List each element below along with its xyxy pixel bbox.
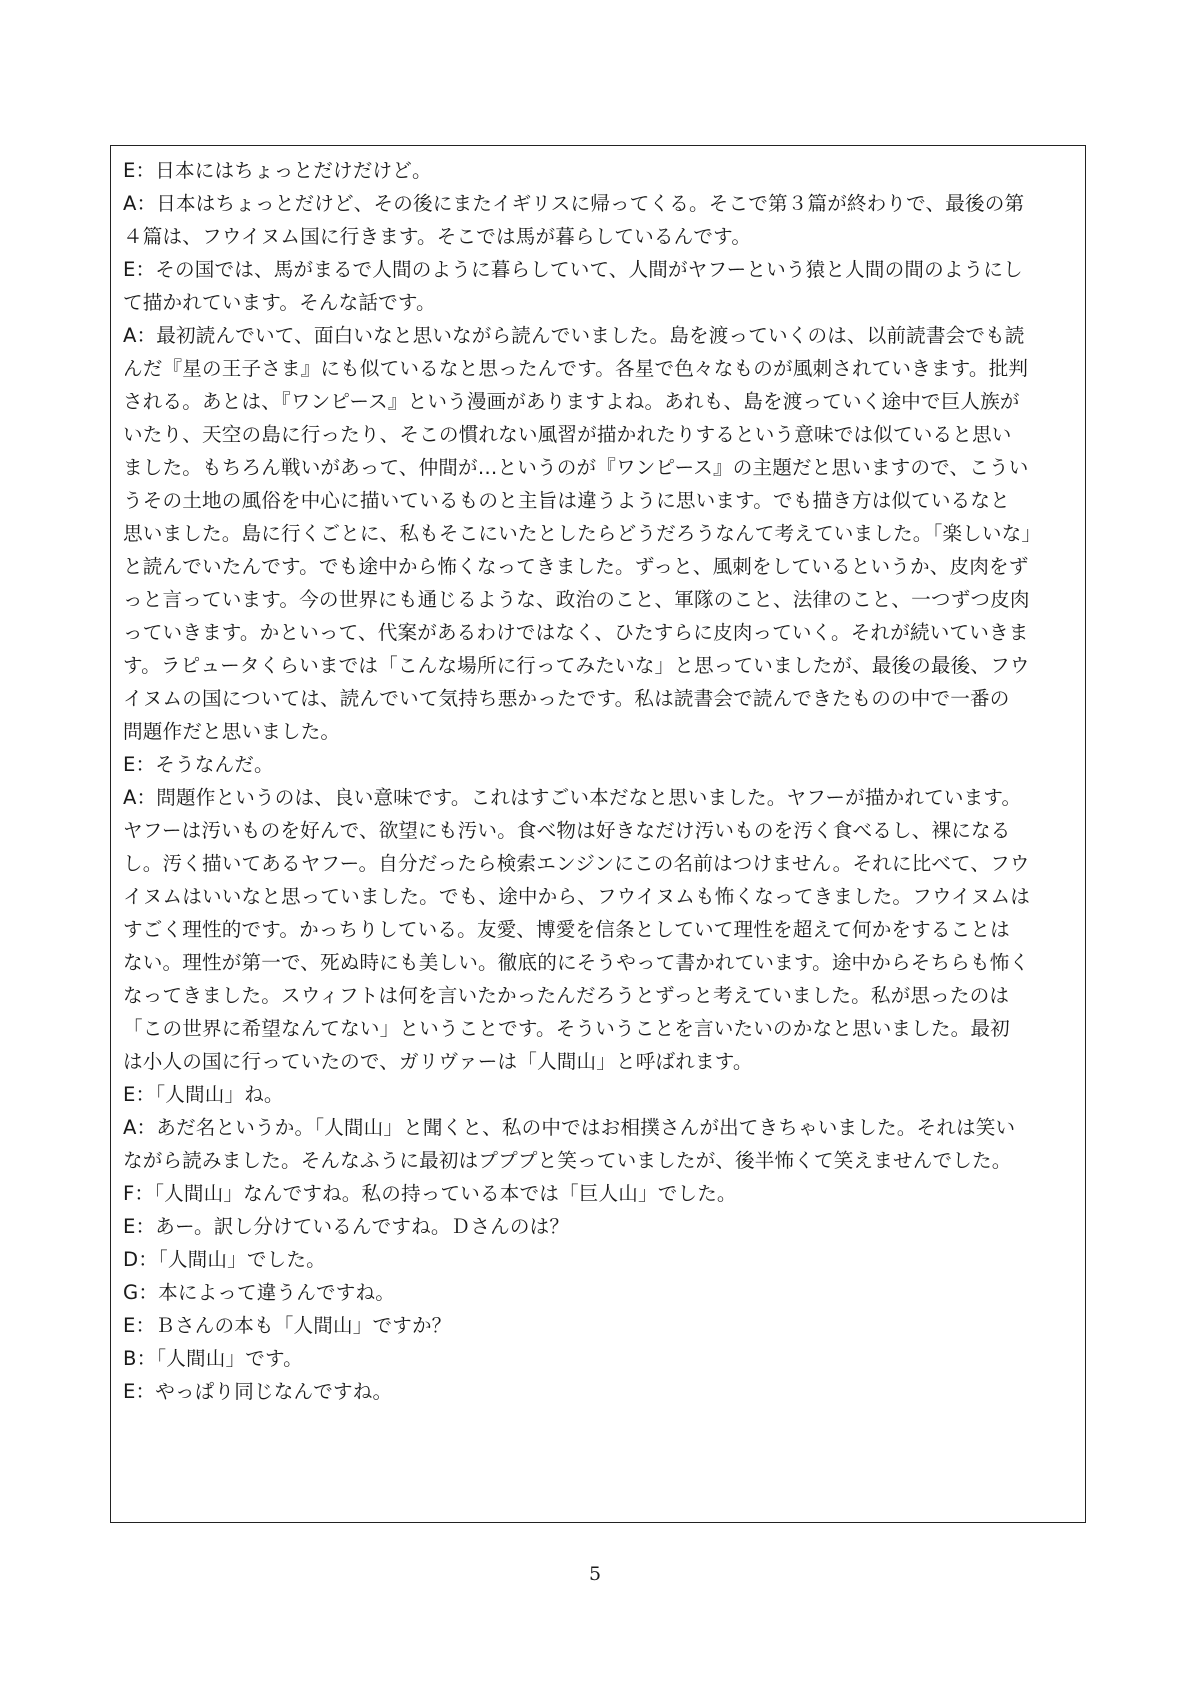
transcript-line: A：最初読んでいて、面白いなと思いながら読んでいました。島を渡っていくのは、以前読書会でも読 [123,324,1025,347]
transcript-line: A：あだ名というか。「人間山」と聞くと、私の中ではお相撲さんが出てきちゃいました。それは笑い [123,1116,1016,1139]
transcript-line: E：Ｂさんの本も「人間山」ですか？ [123,1314,452,1337]
transcript-line: し。汚く描いてあるヤフー。自分だったら検索エンジンにこの名前はつけません。それに比べて、フウ [123,852,1030,875]
transcript-line: て描かれています。そんな話です。 [123,291,436,314]
transcript-line: っていきます。かといって、代案があるわけではなく、ひたすらに皮肉っていく。それが続いていきま [123,621,1029,644]
transcript-line: される。あとは、『ワンピース』という漫画がありますよね。あれも、島を渡っていく途中で巨人族が [123,390,1020,413]
transcript-line: っと言っています。今の世界にも通じるような、政治のこと、軍隊のこと、法律のこと、一つずつ皮肉 [123,588,1030,611]
transcript-line: E：そうなんだ。 [123,753,274,776]
transcript-line: E：やっぱり同じなんですね。 [123,1380,393,1403]
transcript-line: G：本によって違うんですね。 [123,1281,396,1304]
transcript-line: E：その国では、馬がまるで人間のように暮らしていて、人間がヤフーという猿と人間の間のようにし [123,258,1023,281]
transcript-line: A：日本はちょっとだけど、その後にまたイギリスに帰ってくる。そこで第３篇が終わりで、最後の第 [123,192,1025,215]
transcript-line: E：日本にはちょっとだけだけど。 [123,159,432,182]
transcript-line: す。ラピュータくらいまでは「こんな場所に行ってみたいな」と思っていましたが、最後の最後、フウ [123,654,1030,677]
transcript-line: は小人の国に行っていたので、ガリヴァーは「人間山」と呼ばれます。 [123,1050,753,1073]
transcript-line: F：「人間山」なんですね。私の持っている本では「巨人山」でした。 [123,1182,737,1205]
transcript-line: なってきました。スウィフトは何を言いたかったんだろうとずっと考えていました。私が思ったのは [123,984,1010,1007]
transcript-line: と読んでいたんです。でも途中から怖くなってきました。ずっと、風刺をしているというか、皮肉をず [123,555,1029,578]
transcript-line: 「この世界に希望なんてない」ということです。そういうことを言いたいのかなと思いました。最初 [123,1017,1010,1040]
transcript-line: んだ『星の王子さま』にも似ているなと思ったんです。各星で色々なものが風刺されていきます。批判 [123,357,1029,380]
transcript-line: ヤフーは汚いものを好んで、欲望にも汚い。食べ物は好きなだけ汚いものを汚く食べるし、裸になる [123,819,1011,842]
transcript-box [110,145,1086,1523]
page-number: 5 [588,1563,602,1585]
transcript-line: D：「人間山」でした。 [123,1248,326,1271]
transcript-line: 問題作だと思いました。 [123,720,341,743]
transcript-line: すごく理性的です。かっちりしている。友愛、博愛を信条としていて理性を超えて何かをすることは [123,918,1010,941]
transcript-line: ました。もちろん戦いがあって、仲間が…というのが『ワンピース』の主題だと思いますので、こうい [123,456,1029,479]
transcript-line: いたり、天空の島に行ったり、そこの慣れない風習が描かれたりするという意味では似ていると思い [123,423,1012,446]
transcript-line: うその土地の風俗を中心に描いているものと主旨は違うように思います。でも描き方は似ているなと [123,489,1010,512]
transcript-line: ない。理性が第一で、死ぬ時にも美しい。徹底的にそうやって書かれています。途中からそちらも怖く [123,951,1030,974]
transcript-line: E：「人間山」ね。 [123,1083,284,1106]
transcript-line: ながら読みました。そんなふうに最初はプププと笑っていましたが、後半怖くて笑えませんでした。 [123,1149,1012,1172]
transcript-line: ４篇は、フウイヌム国に行きます。そこでは馬が暮らしているんです。 [123,225,752,248]
transcript-line: B：「人間山」です。 [123,1347,303,1370]
transcript-line: イヌムはいいなと思っていました。でも、途中から、フウイヌムも怖くなってきました。フウイヌムは [123,885,1031,908]
transcript-line: イヌムの国については、読んでいて気持ち悪かったです。私は読書会で読んできたものの中で一番の [123,687,1010,710]
transcript-line: 思いました。島に行くごとに、私もそこにいたとしたらどうだろうなんて考えていました。「楽しいな」 [123,522,1042,545]
transcript-line: A：問題作というのは、良い意味です。これはすごい本だなと思いました。ヤフーが描かれています。 [123,786,1022,809]
transcript-line: E：あー。訳し分けているんですね。Ｄさんのは？ [123,1215,570,1238]
